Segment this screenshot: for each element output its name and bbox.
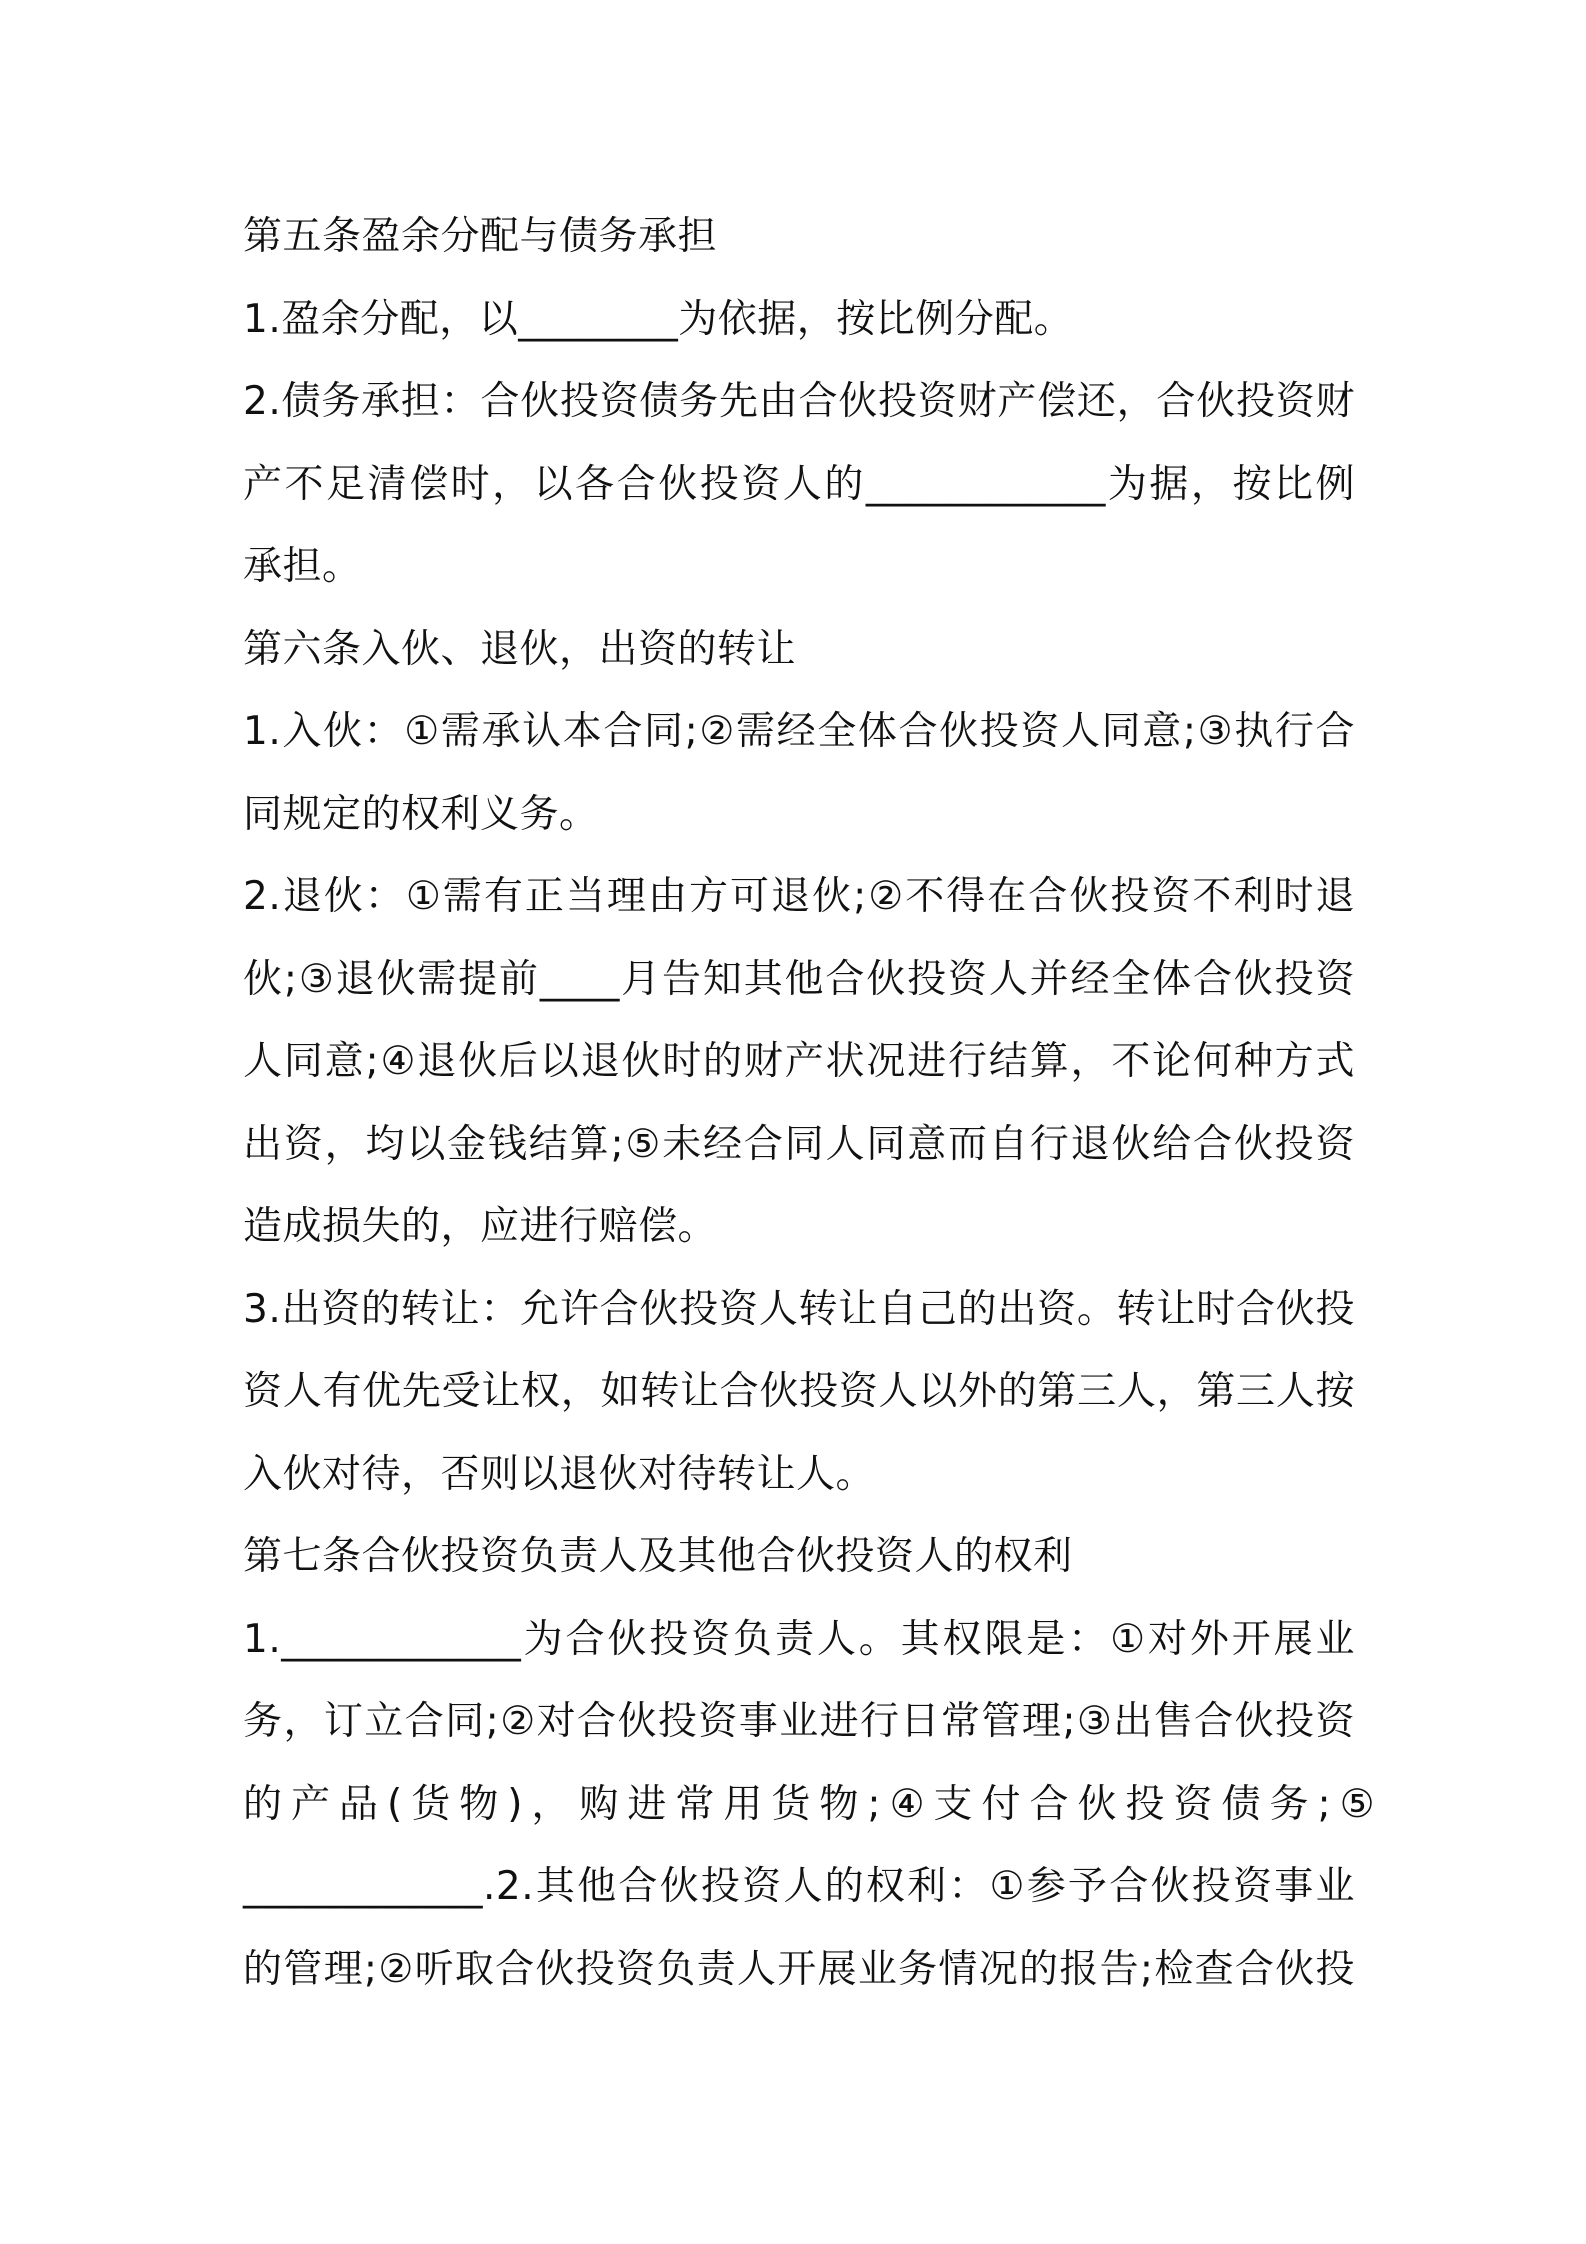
manager-clause-line-3: 的产品(货物)，购进常用货物;④支付合伙投资债务;⑤	[243, 1781, 1384, 1827]
transfer-clause-line-2: 资人有优先受让权，如转让合伙投资人以外的第三人，第三人按	[243, 1369, 1355, 1414]
joining-clause-line-1: 1.入伙：①需承认本合同;②需经全体合伙投资人同意;③执行合	[243, 709, 1355, 754]
article-6-heading: 第六条入伙、退伙，出资的转让	[243, 626, 797, 672]
joining-clause-line-2: 同规定的权利义务。	[243, 791, 599, 837]
withdrawal-clause-line-3: 人同意;④退伙后以退伙时的财产状况进行结算，不论何种方式	[243, 1039, 1355, 1084]
transfer-clause-line-3: 入伙对待，否则以退伙对待转让人。	[243, 1451, 876, 1497]
article-5-heading: 第五条盈余分配与债务承担	[243, 214, 718, 259]
withdrawal-clause-line-4: 出资，均以金钱结算;⑤未经合同人同意而自行退伙给合伙投资	[243, 1121, 1355, 1167]
debt-clause-line-3: 承担。	[243, 544, 362, 589]
manager-clause-line-1: 1.____________为合伙投资负责人。其权限是：①对外开展业	[243, 1616, 1355, 1662]
article-7-heading: 第七条合伙投资负责人及其他合伙投资人的权利	[243, 1534, 1073, 1579]
manager-clause-line-2: 务，订立合同;②对合伙投资事业进行日常管理;③出售合伙投资	[243, 1699, 1355, 1744]
partner-rights-line-2: 的管理;②听取合伙投资负责人开展业务情况的报告;检查合伙投	[243, 1946, 1355, 1992]
document-body	[243, 196, 1384, 2011]
profit-distribution-clause: 1.盈余分配，以________为依据，按比例分配。	[243, 296, 1074, 342]
withdrawal-clause-line-1: 2.退伙：①需有正当理由方可退伙;②不得在合伙投资不利时退	[243, 874, 1355, 919]
withdrawal-clause-line-2: 伙;③退伙需提前____月告知其他合伙投资人并经全体合伙投资	[243, 956, 1355, 1002]
transfer-clause-line-1: 3.出资的转让：允许合伙投资人转让自己的出资。转让时合伙投	[243, 1286, 1355, 1332]
debt-clause-line-2: 产不足清偿时，以各合伙投资人的____________为据，按比例	[243, 461, 1355, 507]
debt-clause-line-1: 2.债务承担：合伙投资债务先由合伙投资财产偿还，合伙投资财	[243, 379, 1355, 424]
partner-rights-line-1: ____________.2.其他合伙投资人的权利：①参予合伙投资事业	[243, 1864, 1355, 1909]
withdrawal-clause-line-5: 造成损失的，应进行赔偿。	[243, 1204, 718, 1249]
